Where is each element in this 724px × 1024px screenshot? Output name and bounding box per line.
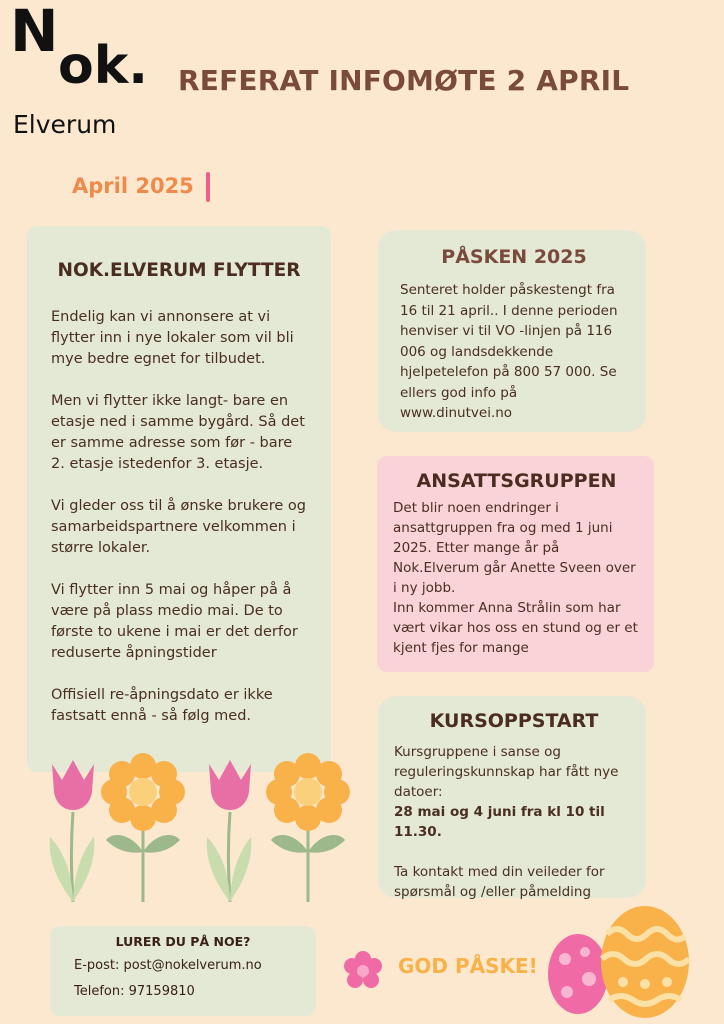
tulip-icon (207, 760, 252, 902)
paasken-body: Senteret holder påskestengt fra 16 til 21 april.. I denne perioden henviser vi til VO -linjen på 116 006 og landsdekkende hjelpetelefon på 800 57 000. Se ellers god info på www.dinutvei.no (400, 282, 618, 421)
ansatt-body (393, 498, 640, 658)
date-divider (206, 172, 210, 202)
flower-icon (266, 753, 350, 902)
kurs-card (378, 696, 646, 898)
ansatt-text-2: Inn kommer Anna Strålin som har vært vikar hos oss en stund og er et kjent fjes for mange (393, 600, 638, 656)
page-title: REFERAT INFOMØTE 2 APRIL (178, 64, 630, 97)
contact-heading: LURER DU PÅ NOE? (115, 934, 251, 949)
ansatt-card (377, 456, 654, 672)
flytter-paragraph: Vi flytter inn 5 mai og håper på å være på plass medio mai. De to første to ukene i mai er det derfor reduserte åpningstider (51, 582, 298, 661)
flowers-illustration (40, 752, 350, 912)
flytter-paragraph: Endelig kan vi annonsere at vi flytter inn i nye lokaler som vil bli mye bedre egnet for tilbudet. (51, 309, 294, 367)
paasken-card (378, 230, 646, 432)
kurs-body (394, 742, 634, 902)
logo-subtitle: Elverum (13, 110, 117, 139)
logo-letter-n: N (10, 0, 59, 65)
flytter-card (27, 226, 331, 772)
tulip-icon (50, 760, 95, 902)
paasken-heading: PÅSKEN 2025 (441, 246, 587, 268)
flytter-paragraph: Men vi flytter ikke langt- bare en etasje ned i samme bygård. Så det er samme adresse som før - bare 2. etasje istedenfor 3. etasje. (51, 393, 305, 472)
kurs-heading: KURSOPPSTART (429, 710, 599, 732)
date-label: April 2025 (72, 174, 194, 198)
kurs-text-2: Ta kontakt med din veileder for spørsmål og /eller påmelding (394, 864, 605, 900)
contact-email[interactable]: E-post: post@nokelverum.no (74, 958, 262, 973)
flytter-paragraph: Vi gleder oss til å ønske brukere og samarbeidspartnere velkommen i større lokaler. (51, 498, 306, 556)
contact-card (50, 926, 316, 1016)
logo-letters-ok: ok. (58, 36, 149, 96)
flytter-paragraph: Offisiell re-åpningsdato er ikke fastsatt ennå - så følg med. (51, 687, 273, 724)
greeting-text: GOD PÅSKE! (398, 954, 538, 978)
pink-egg-icon (548, 934, 608, 1014)
kurs-dates: 28 mai og 4 juni fra kl 10 til 11.30. (394, 804, 605, 840)
pink-flower-icon (342, 950, 384, 992)
yellow-egg-icon (601, 906, 689, 1018)
flower-icon (101, 753, 185, 902)
kurs-text-1: Kursgruppene i sanse og reguleringskunnskap har fått nye datoer: (394, 744, 619, 800)
easter-eggs-illustration (545, 904, 695, 1019)
flytter-heading: NOK.ELVERUM FLYTTER (57, 260, 301, 281)
flytter-body (51, 307, 307, 727)
ansatt-heading: ANSATTSGRUPPEN (416, 470, 617, 492)
contact-phone: Telefon: 97159810 (74, 984, 195, 999)
ansatt-text-1: Det blir noen endringer i ansattgruppen fra og med 1 juni 2025. Etter mange år på Nok.Elverum går Anette Sveen over i ny jobb. (393, 500, 636, 596)
